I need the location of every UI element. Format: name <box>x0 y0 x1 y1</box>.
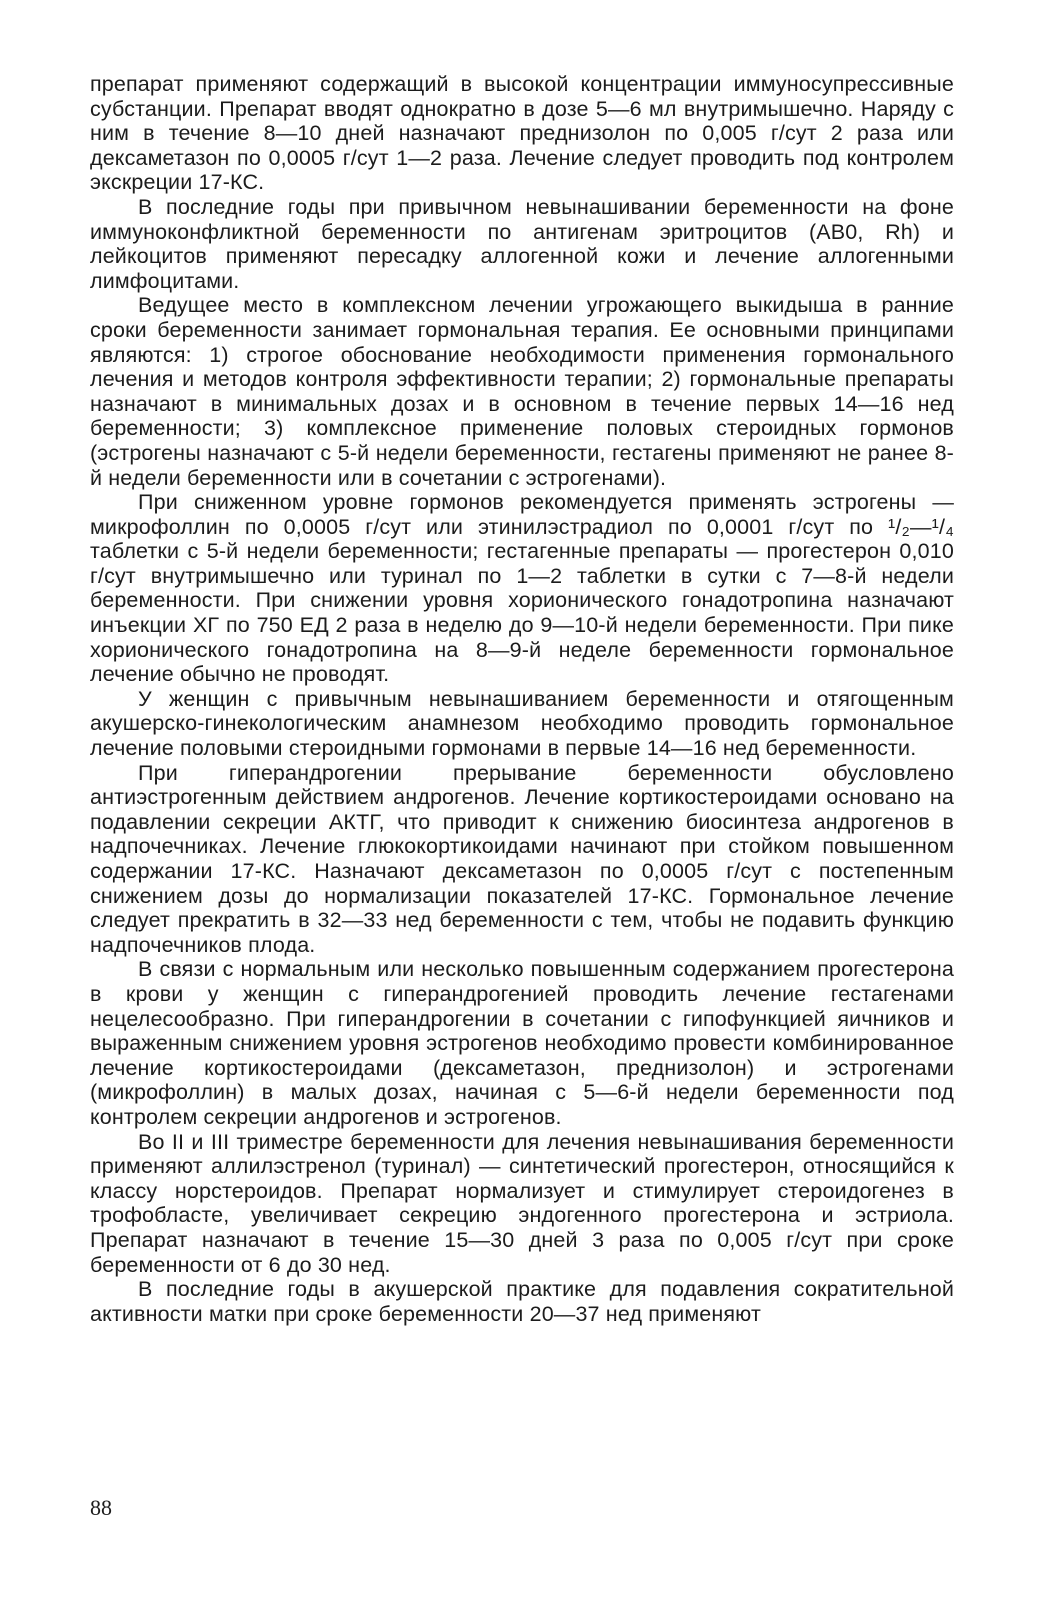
paragraph-3: Ведущее место в комплексном лечении угрожающего выкидыша в ранние сроки беременности занимает гормональная терапия. Ее основными принципами являются: 1) строгое обоснование необходимости применения гормонального лечения и методов контроля эффективности терапии; 2) гормональные препараты назначают в минимальных дозах и в основном в течение первых 14—16 нед беременности; 3) комплексное применение половых стероидных гормонов (эстрогены назначают с 5-й недели беременности, гестагены применяют не ранее 8-й недели беременности или в сочетании с эстрогенами). <box>90 293 954 490</box>
paragraph-5: У женщин с привычным невынашиванием беременности и отягощенным акушерско-гинекологическим анамнезом необходимо проводить гормональное лечение половыми стероидными гормонами в первые 14—16 нед беременности. <box>90 686 954 761</box>
paragraph-6: При гиперандрогении прерывание беременности обусловлено антиэстрогенным действием андрогенов. Лечение кортикостероидами основано на подавлении секреции АКТГ, что приводит к снижению биосинтеза андрогенов в надпочечниках. Лечение глюкокортикоидами начинают при стойком повышенном содержании 17-КС. Назначают дексаметазон по 0,0005 г/сут с постепенным снижением дозы до нормализации показателей 17-КС. Гормональное лечение следует прекратить в 32—33 нед беременности с тем, чтобы не подавить функцию надпочечников плода. <box>90 760 954 957</box>
paragraph-8: Во II и III триместре беременности для лечения невынашивания беременности применяют аллилэстренол (туринал) — синтетический прогестерон, относящийся к классу норстероидов. Препарат нормализует и стимулирует стероидогенез в трофобласте, увеличивает секрецию эндогенного прогестерона и эстриола. Препарат назначают в течение 15—30 дней 3 раза по 0,005 г/сут при сроке беременности от 6 до 30 нед. <box>90 1129 954 1277</box>
paragraph-7: В связи с нормальным или несколько повышенным содержанием прогестерона в крови у женщин с гиперандрогенией проводить лечение гестагенами нецелесообразно. При гиперандрогении в сочетании с гипофункцией яичников и выраженным снижением уровня эстрогенов необходимо провести комбинированное лечение кортикостероидами (дексаметазон, преднизолон) и эстрогенами (микрофоллин) в малых дозах, начиная с 5—6-й недели беременности под контролем секреции андрогенов и эстрогенов. <box>90 957 954 1129</box>
paragraph-9: В последние годы в акушерской практике для подавления сократительной активности матки при сроке беременности 20—37 нед применяют <box>90 1277 954 1326</box>
paragraph-2: В последние годы при привычном невынашивании беременности на фоне иммуноконфликтной беременности по антигенам эритроцитов (АВ0, Rh) и лейкоцитов применяют пересадку аллогенной кожи и лечение аллогенными лимфоцитами. <box>90 194 954 293</box>
page-number: 88 <box>90 1495 112 1520</box>
paragraph-4: При сниженном уровне гормонов рекомендуется применять эстрогены — микрофоллин по 0,0005 г/сут или этинилэстрадиол по 0,0001 г/сут по ¹/₂—¹/₄ таблетки с 5-й недели беременности; гестагенные препараты — прогестерон 0,010 г/сут внутримышечно или туринал по 1—2 таблетки в сутки с 7—8-й недели беременности. При снижении уровня хорионического гонадотропина назначают инъекции ХГ по 750 ЕД 2 раза в неделю до 9—10-й недели беременности. При пике хорионического гонадотропина на 8—9-й неделе беременности гормональное лечение обычно не проводят. <box>90 490 954 687</box>
page-body <box>90 72 954 1326</box>
paragraph-1: препарат применяют содержащий в высокой концентрации иммуносупрессивные субстанции. Препарат вводят однократно в дозе 5—6 мл внутримышечно. Наряду с ним в течение 8—10 дней назначают преднизолон по 0,005 г/сут 2 раза или дексаметазон по 0,0005 г/сут 1—2 раза. Лечение следует проводить под контролем экскреции 17-КС. <box>90 72 954 195</box>
